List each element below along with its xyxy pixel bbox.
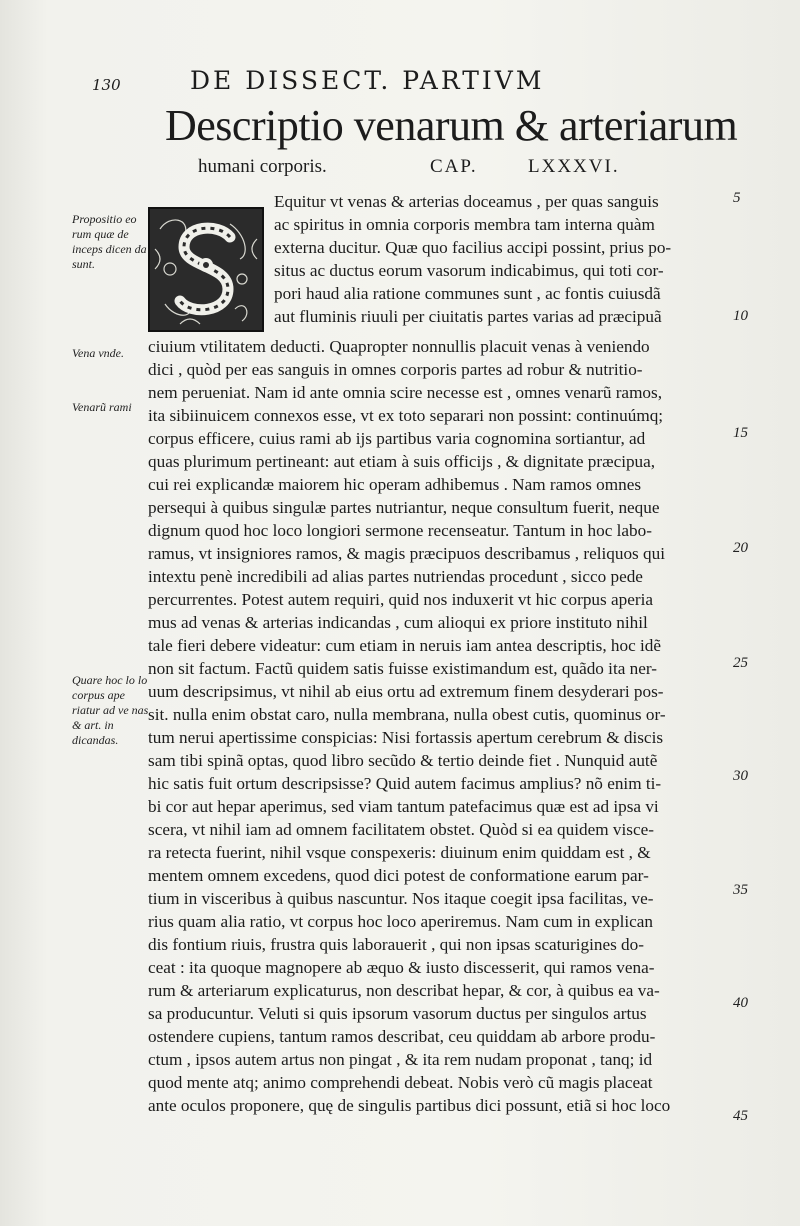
page-header — [0, 66, 800, 96]
line-number: 35 — [733, 882, 748, 898]
text-line: dici , quòd per eas sanguis in omnes corporis partes ad robur & nutritio- — [148, 360, 643, 379]
text-line: tale fieri debere videatur: cum etiam in neruis iam antea descriptis, hoc idẽ — [148, 636, 662, 655]
text-line: pori haud alia ratione communes sunt , ac fontis cuiusdã — [274, 284, 661, 303]
text-line: ramus, vt insigniores ramos, & magis præcipuos describamus , reliquos qui — [148, 544, 665, 563]
text-line: ac spiritus in omnia corporis membra tam interna quàm — [274, 215, 655, 234]
text-line: situs ac ductus eorum vasorum indicabimus, qui toti cor- — [274, 261, 664, 280]
text-line: ctum , ipsos autem artus non pingat , & ita rem nudam proponat , tanq; id — [148, 1050, 653, 1069]
line-number: 10 — [733, 308, 748, 324]
text-line: ceat : ita quoque magnopere ab æquo & iusto discesserit, qui ramos vena- — [148, 958, 655, 977]
text-line: aut fluminis riuuli per ciuitatis partes varias ad præcipuã — [274, 307, 662, 326]
line-number: 20 — [733, 540, 748, 556]
text-line: quod mente atq; animo comprehendi debeat. Nobis verò cũ magis placeat — [148, 1073, 653, 1092]
margin-note: Quare hoc lo lo corpus ape riatur ad ve nas & art. in dicandas. — [72, 673, 149, 747]
margin-note: Venarũ rami — [72, 400, 132, 414]
line-number: 25 — [733, 655, 748, 671]
text-line: cui rei explicandæ maiorem hic operam adhibemus . Nam ramos omnes — [148, 475, 642, 494]
text-line: ciuium vtilitatem deducti. Quapropter nonnullis placuit venas à veniendo — [148, 337, 650, 356]
text-line: percurrentes. Potest autem requiri, quid nos induxerit vt hic corpus aperia — [148, 590, 653, 609]
text-line: quas plurimum pertineant: aut etiam à suis officijs , & dignitate præcipua, — [148, 452, 656, 471]
text-line: uum descripsimus, vt nihil ab eius ortu ad extremum finem desyderari pos- — [148, 682, 664, 701]
text-line: non sit factum. Factũ quidem satis fuisse existimandum est, quãdo ita ner- — [148, 659, 657, 678]
text-line: sam tibi spinã optas, quod libro secũdo & tertio deinde fiet . Nunquid autẽ — [148, 751, 658, 770]
text-line: sit. nulla enim obstat caro, nulla membrana, nulla obest cutis, quominus or- — [148, 705, 666, 724]
text-line: externa ducitur. Quæ quo facilius accipi possint, prius po- — [274, 238, 672, 257]
text-line: mentem omnem excedens, quod dici potest de conformatione earum par- — [148, 866, 649, 885]
chapter-subtitle — [198, 156, 658, 182]
line-number: 5 — [733, 190, 741, 206]
text-line: Equitur vt venas & arterias doceamus , per quas sanguis — [274, 192, 659, 211]
initial-s-ornament-icon — [150, 209, 262, 330]
chapter-subtitle-text: humani corporis. — [198, 156, 327, 177]
chapter-title: Descriptio venarum & arteriarum — [165, 101, 738, 150]
line-number: 40 — [733, 995, 748, 1011]
line-number: 15 — [733, 425, 748, 441]
text-line: ita sibiinuicem connexos esse, vt ex toto separari non possint: continuúmq; — [148, 406, 664, 425]
text-line: scera, vt nihil iam ad omnem facilitatem obstet. Quòd si ea quidem visce- — [148, 820, 654, 839]
margin-note: Vena vnde. — [72, 346, 124, 360]
line-number: 45 — [733, 1108, 748, 1124]
chapter-label: CAP. — [430, 156, 478, 177]
text-line: dis fontium riuis, frustra quis laborauerit , qui non ipsas scaturigines do- — [148, 935, 644, 954]
text-line: ra retecta fuerint, nihil vsque conspexeris: diuinum enim quiddam est , & — [148, 843, 651, 862]
text-line: tum nerui apertissime conspicias: Nisi fortassis apertum cerebrum & discis — [148, 728, 664, 747]
chapter-number: LXXXVI. — [528, 156, 620, 177]
text-line: ostendere cupiens, tantum ramos describat, ceu quiddam ab arbore produ- — [148, 1027, 656, 1046]
decorated-initial-s — [148, 207, 264, 332]
text-line: corpus efficere, cuius rami ab ijs partibus varia cognomina sortiantur, ad — [148, 429, 646, 448]
margin-note: Propositio eo rum quæ de inceps dicen da sunt. — [72, 212, 147, 271]
text-line: persequi à quibus singulæ partes nutriantur, neque consultum fuerit, neque — [148, 498, 660, 517]
text-line: rius quam alia ratio, vt corpus hoc loco aperiremus. Nam cum in explican — [148, 912, 653, 931]
running-head: DE DISSECT. PARTIVM — [190, 66, 545, 95]
line-number: 30 — [733, 768, 748, 784]
text-line: tium in visceribus à quibus nascuntur. Nos itaque coegit ipsa facilitas, ve- — [148, 889, 654, 908]
folio-number: 130 — [92, 76, 121, 94]
text-line: ante oculos proponere, quę de singulis partibus dici possunt, etiã si hoc loco — [148, 1096, 671, 1115]
text-line: intextu penè incredibili ad alias partes nutriendas procedunt , sicco pede — [148, 567, 643, 586]
text-line: dignum quod hoc loco longiori sermone recenseatur. Tantum in hoc labo- — [148, 521, 652, 540]
text-line: rum & arteriarum explicaturus, non describat hepar, & cor, à quibus ea va- — [148, 981, 660, 1000]
text-line: sa producuntur. Veluti si quis ipsorum vasorum ductus per singulos artus — [148, 1004, 647, 1023]
text-line: mus ad venas & arterias indicandas , cum alioqui ex priore instituto nihil — [148, 613, 648, 632]
text-line: hic satis fuit ortum descripsisse? Quid autem facimus amplius? nõ enim ti- — [148, 774, 662, 793]
text-line: nem perueniat. Nam id ante omnia scire necesse est , omnes venarũ ramos, — [148, 383, 663, 402]
text-line: bi cor aut hepar aperimus, sed viam tantum patefacimus quæ est ad ipsa vi — [148, 797, 659, 816]
